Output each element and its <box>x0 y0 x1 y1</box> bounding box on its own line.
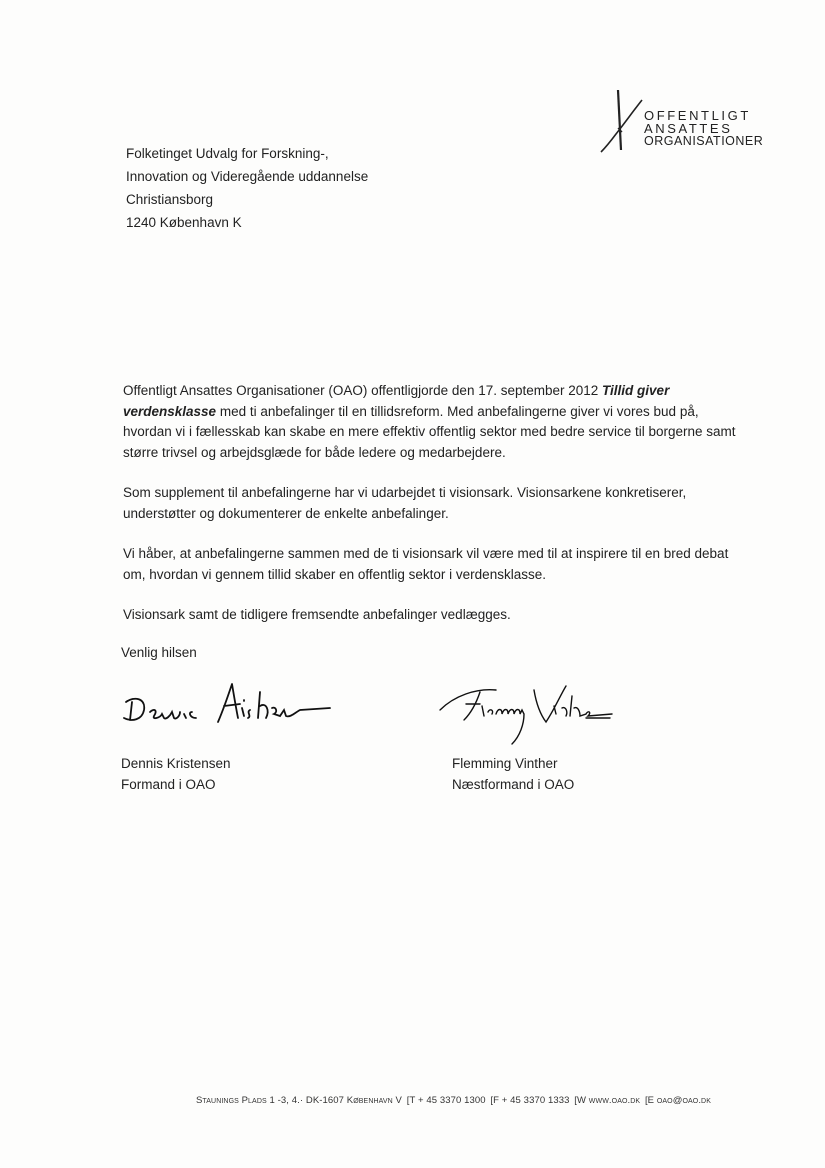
letter-body <box>123 381 743 646</box>
recipient-address <box>126 142 368 234</box>
oao-logo <box>598 88 764 158</box>
footer-phone: [T + 45 3370 1300 <box>406 1095 486 1106</box>
logo-slash-mark <box>598 88 648 158</box>
paragraph-4: Visionsark samt de tidligere fremsendte anbefalinger vedlægges. <box>123 607 511 622</box>
footer-email: [E oao@oao.dk <box>644 1095 711 1106</box>
report-title: Tillid giver verdensklasse <box>123 383 670 419</box>
logo-wordmark <box>644 110 763 148</box>
paragraph-1-rest: med ti anbefalinger til en tillidsreform. Med anbefalingerne giver vi vores bud på, hvordan vi i fællesskab kan skabe en mere effektiv offentlig sektor med bedre service til borgerne samt større trivsel og arbejdsglæde for både ledere og medarbejdere. <box>123 403 736 460</box>
recipient-line-3: Christiansborg <box>126 192 214 207</box>
recipient-line-4: 1240 København K <box>126 215 242 230</box>
signer-right-name: Flemming Vinther <box>452 756 558 771</box>
paragraph-1 <box>123 381 743 463</box>
signature-flemming-vinther <box>436 674 624 750</box>
footer-address: Staunings Plads 1 -3, 4.· DK-1607 København V <box>196 1095 402 1106</box>
logo-line-3: ORGANISATIONER <box>644 134 764 148</box>
footer-fax: [F + 45 3370 1333 <box>490 1095 570 1106</box>
signer-left <box>121 753 231 795</box>
closing-greeting: Venlig hilsen <box>121 645 197 660</box>
paragraph-3: Vi håber, at anbefalingerne sammen med de ti visionsark vil være med til at inspirere til en bred debat om, hvordan vi gennem tillid skaber en offentlig sektor i verdensklasse. <box>123 546 729 582</box>
signature-dennis-kristensen <box>120 678 335 734</box>
recipient-line-2: Innovation og Videregående uddannelse <box>126 169 369 184</box>
signer-right <box>452 753 574 795</box>
logo-line-1: OFFENTLIGT <box>644 108 751 123</box>
recipient-line-1: Folketinget Udvalg for Forskning-, <box>126 146 329 161</box>
signer-left-title: Formand i OAO <box>121 777 216 792</box>
footer-web: [W www.oao.dk <box>574 1095 641 1106</box>
logo-line-2: ANSATTES <box>644 120 733 136</box>
paragraph-1-intro: Offentligt Ansattes Organisationer (OAO) offentligjorde den 17. september 2012 <box>123 383 603 398</box>
paragraph-2: Som supplement til anbefalingerne har vi udarbejdet ti visionsark. Visionsarkene konkretiserer, understøtter og dokumenterer de enkelte anbefalinger. <box>123 485 687 521</box>
signer-left-name: Dennis Kristensen <box>121 756 231 771</box>
signer-right-title: Næstformand i OAO <box>452 777 575 792</box>
letterhead-footer <box>196 1095 766 1106</box>
